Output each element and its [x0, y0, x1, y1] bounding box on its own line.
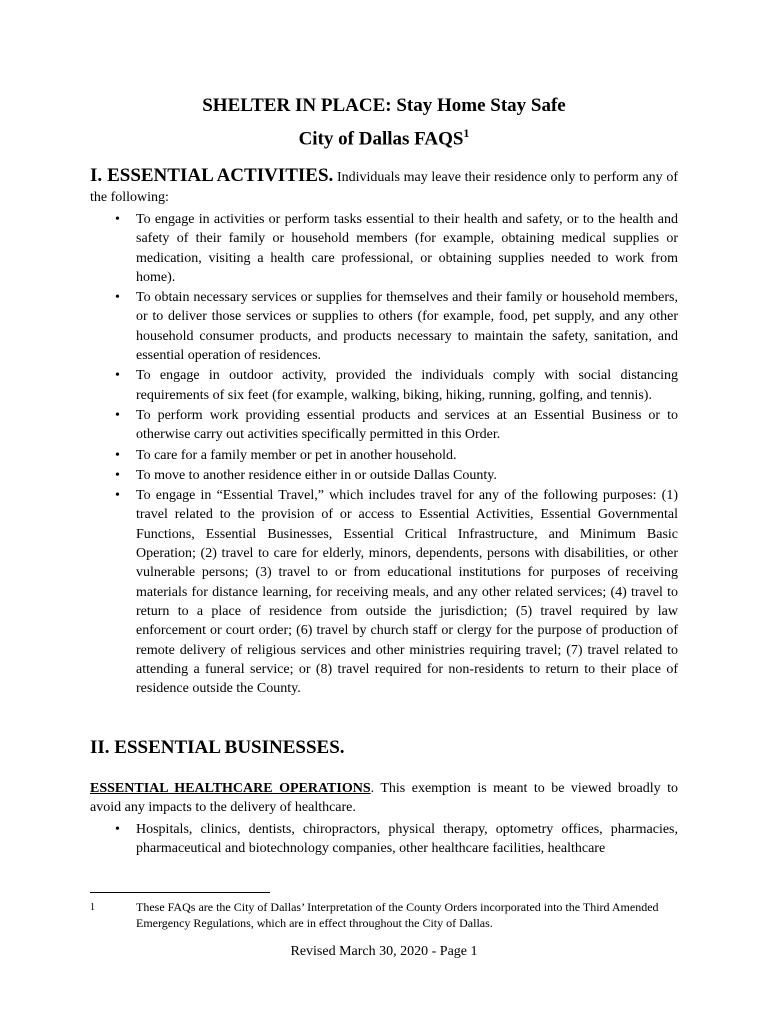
- footnote-text: These FAQs are the City of Dallas’ Interpretation of the County Orders incorporated into the Third Amended Emergency Regulations, which are in effect throughout the City of Dallas.: [136, 900, 659, 930]
- section-1-intro-text: Individuals may leave their residence only to perform any of the following:: [90, 170, 679, 205]
- healthcare-operations-paragraph: [90, 779, 678, 817]
- page-footer: Revised March 30, 2020 - Page 1: [290, 944, 478, 959]
- section-1-intro: [90, 166, 678, 207]
- list-item: • To obtain necessary services or supplies for themselves and their family or household members, or to deliver those services or supplies to others (for example, food, pet supply, and any other household consumer products, and products necessary to maintain the safety, sanitation, and essential operation of residences.: [90, 288, 678, 365]
- section-2-heading: II. ESSENTIAL BUSINESSES.: [90, 737, 345, 758]
- list-item: • To move to another residence either in or outside Dallas County.: [90, 466, 678, 485]
- footnote-divider: [90, 892, 270, 893]
- list-item: • To engage in “Essential Travel,” which includes travel for any of the following purposes: (1) travel related to the provision of or access to Essential Activities, Essential Governmental Functions, Essential Businesses, Essential Critical Infrastructure, and Minimum Basic Operation; (2) travel to care for elderly, minors, dependents, persons with disabilities, or other vulnerable persons; (3) travel to or from educational institutions for purposes of receiving materials for distance learning, for receiving meals, and any other related services; (4) travel to return to a place of residence from outside the jurisdiction; (5) travel required by law enforcement or court order; (6) travel by church staff or clergy for the purpose of production of remote delivery of religious services and other ministries requiring travel; (7) travel related to attending a funeral service; or (8) travel required for non-residents to return to their place of residence outside the County.: [90, 486, 678, 698]
- healthcare-operations-text: . This exemption is meant to be viewed broadly to avoid any impacts to the delivery of healthcare.: [90, 781, 679, 815]
- document-title: [0, 94, 768, 118]
- healthcare-operations-subheading: ESSENTIAL HEALTHCARE OPERATIONS: [90, 781, 371, 796]
- list-item: • To engage in outdoor activity, provided the individuals comply with social distancing requirements of six feet (for example, walking, biking, hiking, running, golfing, and tennis).: [90, 366, 678, 405]
- footnote-mark: 1: [90, 902, 95, 913]
- title-line-2: City of Dallas FAQS: [298, 128, 464, 150]
- list-item: • To perform work providing essential products and services at an Essential Business or to otherwise carry out activities specifically permitted in this Order.: [90, 406, 678, 445]
- title-footnote-ref: 1: [463, 126, 470, 140]
- section-1-bullet-list: [90, 210, 678, 699]
- section-2-bullet-list: [90, 820, 678, 860]
- list-item: • To care for a family member or pet in another household.: [90, 446, 678, 465]
- list-item: • To engage in activities or perform tasks essential to their health and safety, or to the health and safety of their family or household members (for example, obtaining medical supplies or medication, visiting a health care professional, or obtaining supplies needed to work from home).: [90, 210, 678, 287]
- title-line-1: SHELTER IN PLACE: Stay Home Stay Safe: [202, 95, 566, 116]
- section-1-heading: I. ESSENTIAL ACTIVITIES.: [90, 165, 334, 186]
- document-subtitle: [0, 121, 768, 151]
- list-item: • Hospitals, clinics, dentists, chiropractors, physical therapy, optometry offices, pharmacies, pharmaceutical and biotechnology companies, other healthcare facilities, healthcare: [90, 820, 678, 859]
